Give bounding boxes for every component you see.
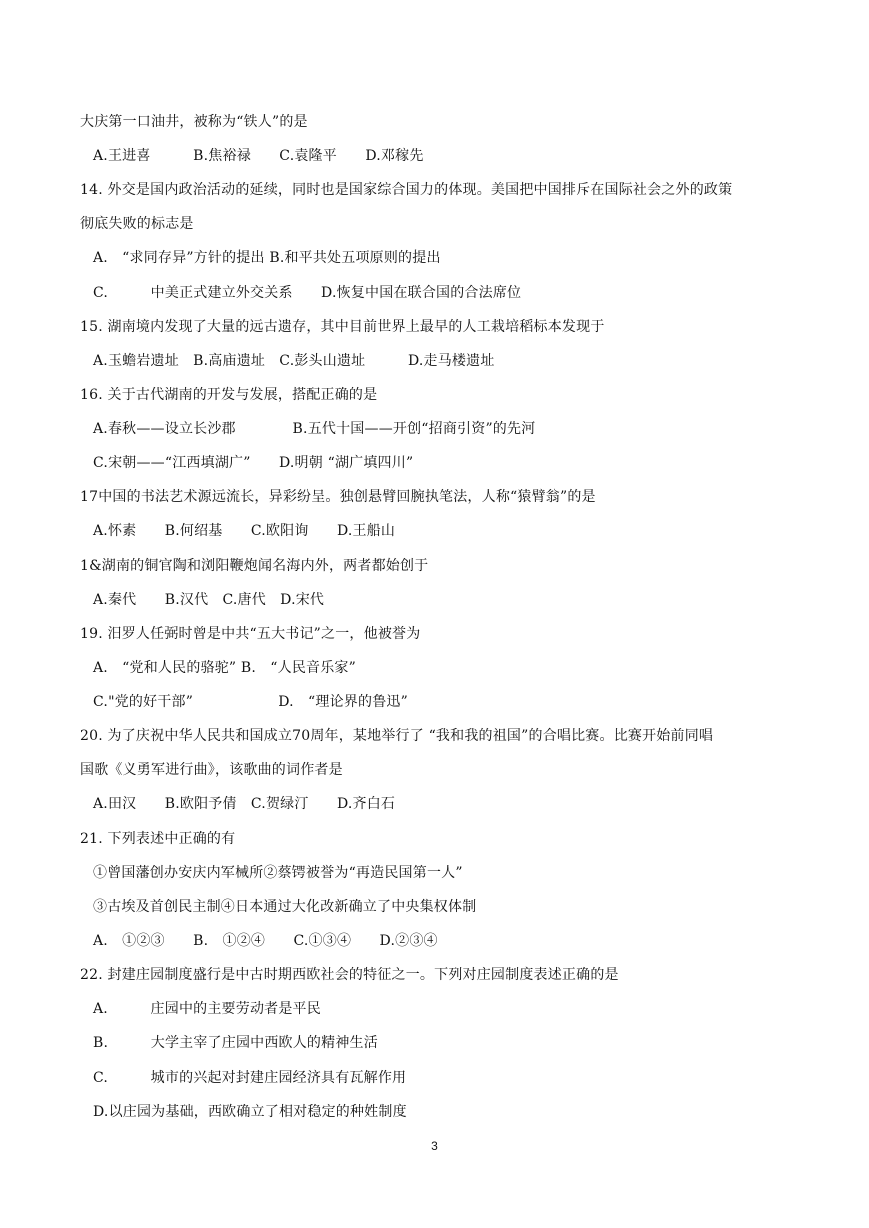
q17-stem: 17中国的书法艺术源远流长，异彩纷呈。独创悬臂回腕执笔法，人称“猿臂翁”的是: [80, 489, 596, 505]
q21-options: A. ①②③ B. ①②④ C.①③④ D.②③④: [93, 933, 438, 949]
q14-options-ab: A. “求同存异”方针的提出 B.和平共处五项原则的提出: [93, 250, 441, 266]
q19-stem: 19. 汨罗人任弼时曾是中共“五大书记”之一，他被誉为: [80, 626, 421, 642]
q22-option-c: C. 城市的兴起对封建庄园经济具有瓦解作用: [93, 1070, 407, 1086]
q17-options: A.怀素 B.何绍基 C.欧阳询 D.王船山: [93, 523, 396, 539]
q19-options-ab: A. “党和人民的骆驼” B. “人民音乐家”: [93, 660, 356, 676]
q19-options-cd: C."党的好干部” D. “理论界的鲁迅”: [93, 694, 408, 710]
q14-stem-cont: 彻底失败的标志是: [80, 216, 194, 232]
q16-stem: 16. 关于古代湖南的开发与发展，搭配正确的是: [80, 387, 378, 403]
q15-options: A.玉蟾岩遗址 B.高庙遗址 C.彭头山遗址 D.走马楼遗址: [93, 353, 495, 369]
q14-stem: 14. 外交是国内政治活动的延续，同时也是国家综合国力的体现。美国把中国排斥在国际社会之外的政策: [80, 182, 733, 198]
q21-statement-2: ③古埃及首创民主制④日本通过大化改新确立了中央集权体制: [93, 899, 477, 915]
q15-stem: 15. 湖南境内发现了大量的远古遗存，其中目前世界上最早的人工栽培稻标本发现于: [80, 319, 605, 335]
q22-option-d: D.以庄园为基础，西欧确立了相对稳定的种姓制度: [93, 1104, 407, 1120]
q14-options-cd: C. 中美正式建立外交关系 D.恢复中国在联合国的合法席位: [93, 285, 522, 301]
q22-stem: 22. 封建庄园制度盛行是中古时期西欧社会的特征之一。下列对庄园制度表述正确的是: [80, 967, 619, 983]
q22-option-a: A. 庄园中的主要劳动者是平民: [93, 1001, 321, 1017]
q18-stem: 1&湖南的铜官陶和浏阳鞭炮闻名海内外，两者都始创于: [80, 558, 429, 574]
q13-stem-tail: 大庆第一口油井，被称为“铁人”的是: [80, 114, 308, 130]
q20-stem-cont: 国歌《义勇军进行曲》，该歌曲的词作者是: [80, 762, 343, 778]
q22-option-b: B. 大学主宰了庄园中西欧人的精神生活: [93, 1035, 378, 1051]
q18-options: A.秦代 B.汉代 C.唐代 D.宋代: [93, 592, 325, 608]
q21-stem: 21. 下列表述中正确的有: [80, 831, 236, 847]
q20-stem: 20. 为了庆祝中华人民共和国成立70周年，某地举行了 “我和我的祖国”的合唱比赛。比赛开始前同唱: [80, 728, 714, 744]
page-number: 3: [431, 1139, 438, 1153]
q16-options-ab: A.春秋——设立长沙郡 B.五代十国——开创“招商引资”的先河: [93, 421, 536, 437]
q21-statement-1: ①曾国藩创办安庆内军械所②蔡锷被誉为“再造民国第一人”: [93, 865, 463, 881]
q20-options: A.田汉 B.欧阳予倩 C.贺绿汀 D.齐白石: [93, 796, 396, 812]
q16-options-cd: C.宋朝——“江西填湖广” D.明朝 “湖广填四川”: [93, 455, 414, 471]
q13-options: A.王进喜 B.焦裕禄 C.袁隆平 D.邓稼先: [93, 148, 424, 164]
